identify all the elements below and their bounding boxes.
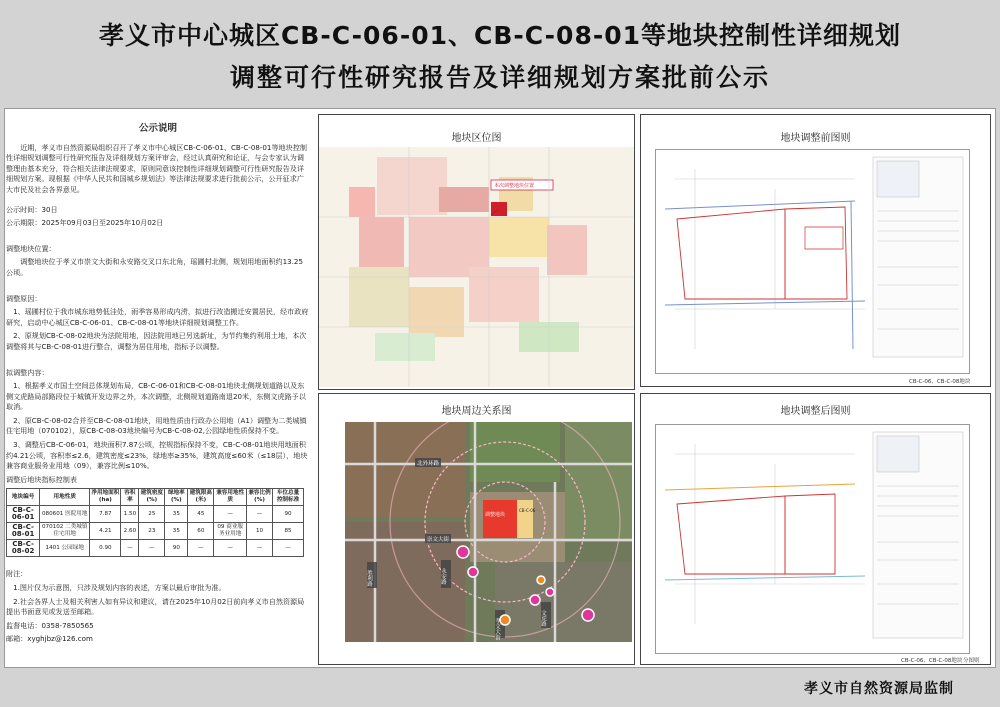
road-label-north: 北外环路: [417, 461, 440, 467]
notice-dates: 公示期限：2025年09月03日至2025年10月02日: [6, 218, 164, 228]
notice-heading: 公示说明: [138, 123, 177, 134]
table-cell: 90: [273, 506, 304, 523]
table-cell: 0.90: [90, 540, 121, 557]
content-heading: 拟调整内容：: [6, 367, 49, 377]
reason-1: 1、瑶圃村位于我市城东地势低洼处，雨季容易形成内涝，拟进行改造搬迁安置居民，经市政府研究，启动中心城区CB-C-06-01、CB-C-08-01等地块详细规划调整工作。: [6, 307, 309, 327]
poi-marker: [530, 595, 540, 605]
poi-marker: [457, 546, 469, 558]
table-header: 建筑密度(%): [139, 489, 165, 506]
table-header: 地块编号: [7, 489, 40, 506]
table-cell: 45: [188, 506, 214, 523]
notice-column: [6, 120, 310, 658]
table-cell: 85: [273, 523, 304, 540]
road-label-shengli: 胜利路: [366, 570, 372, 587]
site-label: 调整地块: [485, 512, 506, 518]
table-cell: 2.60: [121, 523, 139, 540]
location-map: [319, 147, 634, 387]
content-2: 2、原CB-C-08-02合并至CB-C-08-01地块，用地性质由行政办公用地（A1）调整为二类城镇住宅用地（070102），原CB-C-08-03地块编号为CB-C-08-02,公园绿地性质保持不变。: [6, 415, 307, 436]
table-cell: 90: [165, 540, 188, 557]
table-cell: 35: [165, 523, 188, 540]
poi-marker: [500, 615, 510, 625]
notice-intro: 近期，孝义市自然资源局组织召开了孝义市中心城区CB-C-06-01、CB-C-08-01等地块控制性详细规划调整可行性研究报告及详细规划方案评审会，经过认真研究和论证，与会专家认为调整理由基本充分，符合相关法律法规要求，原则同意该控制性详细规划调整可行性研究报告及详细规划方案。现根据《中华人民共和国城乡规划法》等法律法规要求进行批前公示，公开征求广大市民及社会各界意见。: [6, 142, 307, 194]
table-cell: —: [214, 540, 247, 557]
table-cell: 09 商业服务业用地: [214, 523, 247, 540]
table-header: 容积率: [121, 489, 139, 506]
supervision-phone: 监督电话：0358-7850565: [6, 620, 94, 630]
table-header: 兼容比例(%): [247, 489, 273, 506]
table-header: 兼容用地性质: [214, 489, 247, 506]
table-cell: —: [121, 540, 139, 557]
table-cell: 60: [188, 523, 214, 540]
supervision-email[interactable]: 邮箱：xyghjbz@126.com: [6, 634, 93, 644]
table-cell: —: [247, 506, 273, 523]
table-row: [7, 523, 304, 540]
table-header: 用地性质: [40, 489, 90, 506]
table-cell: CB-C-08-01: [7, 523, 40, 540]
table-cell: —: [247, 540, 273, 557]
poi-marker: [582, 609, 594, 621]
table-cell: 070102 二类城镇住宅用地: [40, 523, 90, 540]
content-3: 3、调整后CB-C-06-01，地块面积7.87公顷，控规指标保持不变，CB-C-08-01地块用地面积约4.21公顷，容积率≤2.6，建筑密度≤23%，绿地率≥35%，建筑高度≤60米（≤18层），地块兼容商业服务业用地（09），兼容比例≤10%。: [6, 440, 308, 471]
location-heading: 调整地块位置：: [6, 243, 56, 253]
after-map-title: 地块调整后图则: [780, 406, 851, 417]
table-cell: 10: [247, 523, 273, 540]
road-label-chongwen: 崇文大街: [427, 537, 450, 543]
location-map-label: 本次调整地块位置: [494, 183, 535, 189]
table-cell: 25: [139, 506, 165, 523]
notice-period: 公示时间：30日: [6, 204, 58, 214]
before-map-caption: CB-C-06、CB-C-08地块: [909, 379, 971, 385]
surroundings-map-panel: [318, 393, 635, 665]
poi-marker: [537, 576, 545, 584]
after-map-caption: CB-C-06、CB-C-08地块: [901, 658, 963, 664]
table-cell: —: [214, 506, 247, 523]
surroundings-map-title: 地块周边关系图: [441, 406, 512, 417]
before-map-panel: [640, 114, 991, 387]
table-cell: CB-C-08-02: [7, 540, 40, 557]
table-cell: 23: [139, 523, 165, 540]
table-row: [7, 506, 304, 523]
table-header-row: [7, 489, 304, 506]
after-map-panel: [640, 393, 991, 665]
location-text: 调整地块位于孝义市崇文大街和永安路交叉口东北角，瑶圃村北侧，规划用地面积约13.25公顷。: [6, 257, 303, 277]
reason-heading: 调整原因：: [6, 293, 42, 303]
after-map-drawing: [655, 424, 970, 654]
before-map-title: 地块调整前图则: [780, 133, 851, 144]
before-map-drawing: [655, 149, 970, 374]
table-cell: —: [273, 540, 304, 557]
title-line-2: 调整可行性研究报告及详细规划方案批前公示: [229, 63, 770, 92]
table-cell: 4.21: [90, 523, 121, 540]
table-cell: 7.87: [90, 506, 121, 523]
surroundings-map: [345, 422, 632, 642]
road-label-xiaowen: 孝文大街: [494, 618, 500, 640]
footer-issuer: 孝义市自然资源局监制: [804, 681, 954, 697]
table-cell: CB-C-06-01: [7, 506, 40, 523]
table-header: 绿地率(%): [165, 489, 188, 506]
table-cell: —: [139, 540, 165, 557]
reason-2: 2、原规划CB-C-08-02地块为法院用地，因法院用地已另选新址，为节约集约利用土地，本次调整将其与CB-C-08-01进行整合，调整为居住用地，指标予以调整。: [6, 331, 307, 351]
after-map-caption-right: 分图则: [963, 658, 980, 664]
location-map-panel: [318, 114, 635, 390]
road-label-yongan: 永安路: [440, 568, 446, 585]
table-cell: —: [188, 540, 214, 557]
road-label-wenhu: 文虎路: [540, 610, 546, 627]
indicator-table: [6, 488, 304, 557]
title-line-1: 孝义市中心城区CB-C-06-01、CB-C-08-01等地块控制性详细规划: [98, 21, 902, 50]
table-header: 车位总量控制标准: [273, 489, 304, 506]
table-row: [7, 540, 304, 557]
table-title: 调整后地块指标控制表: [6, 474, 77, 484]
content-1: 1、根据孝义市国土空间总体规划布局，CB-C-06-01和CB-C-08-01地块北侧规划道路以及东侧文虎路局部路段位于城镇开发边界之外，本次调整，北侧规划道路南退20米，东侧文虎路予以取消。: [6, 381, 306, 412]
poi-marker: [546, 588, 554, 596]
table-header: 净用地面积(ha): [90, 489, 121, 506]
table-cell: 080601 医院用地: [40, 506, 90, 523]
table-cell: 1.50: [121, 506, 139, 523]
adjusted-site: [483, 500, 517, 538]
table-cell: 35: [165, 506, 188, 523]
table-header: 建筑限高(米): [188, 489, 214, 506]
location-map-title: 地块区位图: [451, 133, 502, 144]
appendix-2: 2.社会各界人士及相关利害人如有异议和建议，请在2025年10月02日前向孝义市自然资源局提出书面意见或发送至邮箱。: [6, 596, 305, 617]
table-cell: 1401 公园绿地: [40, 540, 90, 557]
appendix-1: 1.图片仅为示意图，只涉及规划内容的表述，方案以最后审批为准。: [13, 583, 226, 593]
appendix-heading: 附注：: [6, 569, 28, 579]
poi-marker: [468, 567, 478, 577]
site-code-label: CB-C-06: [519, 508, 536, 513]
